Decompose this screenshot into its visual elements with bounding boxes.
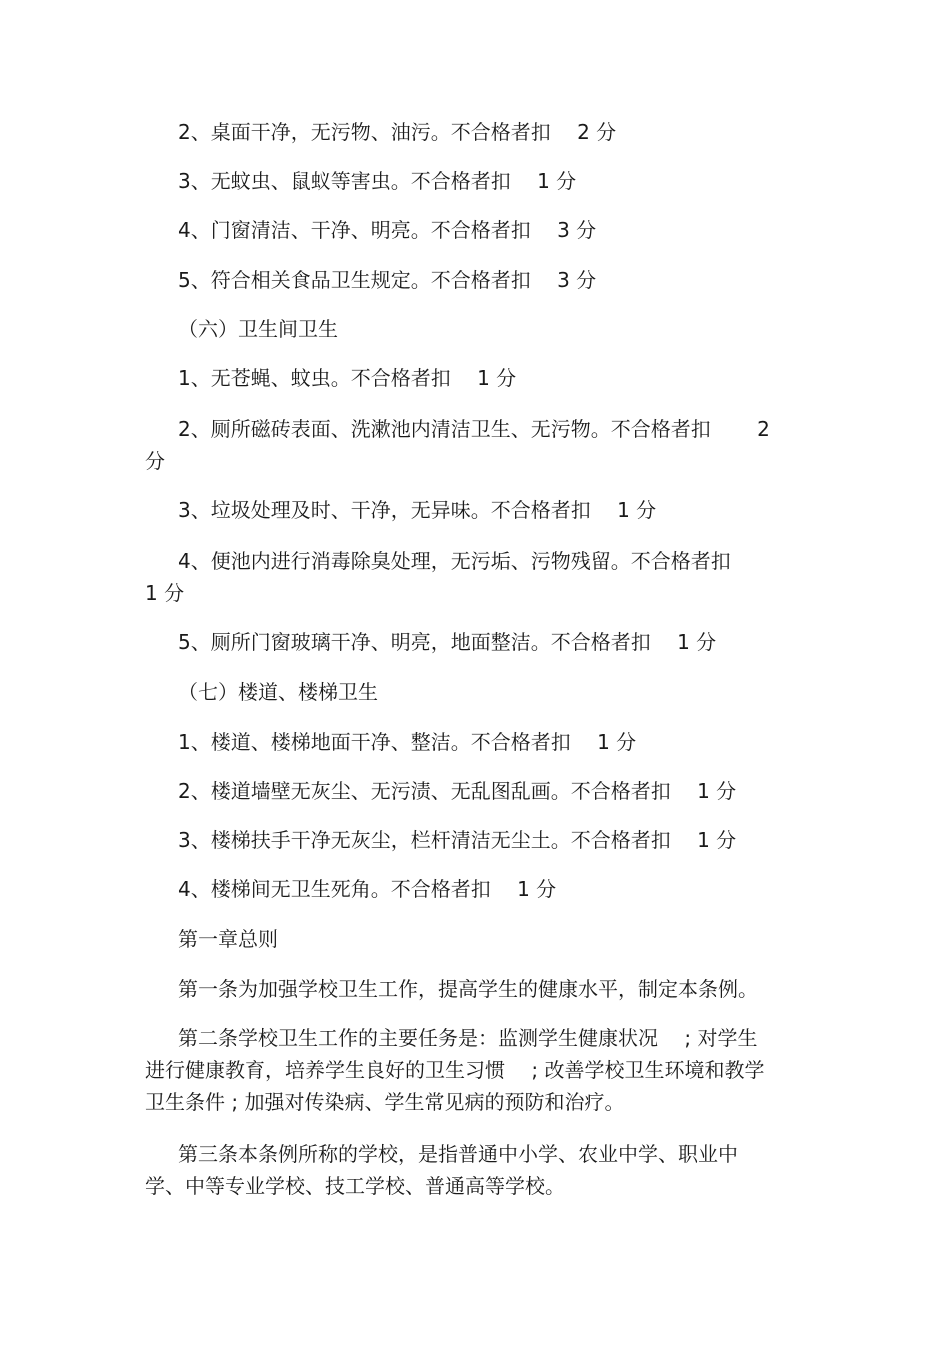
paragraph-line: 第一条为加强学校卫生工作，提高学生的健康水平，制定本条例。 [178, 977, 758, 1001]
paragraph-line: 3、垃圾处理及时、干净，无异味。不合格者扣 1 分 [178, 498, 657, 522]
paragraph-line: 4、便池内进行消毒除臭处理，无污垢、污物残留。不合格者扣 [178, 549, 731, 573]
paragraph-line: 3、无蚊虫、鼠蚁等害虫。不合格者扣 1 分 [178, 169, 577, 193]
paragraph-line: 卫生条件 ; 加强对传染病、学生常见病的预防和治疗。 [145, 1090, 625, 1114]
paragraph-line: （六）卫生间卫生 [178, 317, 338, 341]
paragraph-line: 分 [145, 449, 165, 473]
paragraph [145, 626, 795, 658]
paragraph-line: 2、楼道墙壁无灰尘、无污渍、无乱图乱画。不合格者扣 1 分 [178, 779, 737, 803]
paragraph [145, 264, 795, 296]
article-paragraph [145, 973, 795, 1005]
paragraph [145, 165, 795, 197]
paragraph-line: 3、楼梯扶手干净无灰尘，栏杆清洁无尘土。不合格者扣 1 分 [178, 828, 737, 852]
section-heading [145, 313, 795, 345]
paragraph [145, 545, 795, 609]
paragraph-line: 进行健康教育，培养学生良好的卫生习惯 ; 改善学校卫生环境和教学 [145, 1058, 765, 1082]
paragraph-line: 第一章总则 [178, 927, 278, 951]
paragraph-line: （七）楼道、楼梯卫生 [178, 680, 378, 704]
paragraph [145, 214, 795, 246]
paragraph [145, 726, 795, 758]
section-heading [145, 676, 795, 708]
paragraph-line: 1 分 [145, 581, 185, 605]
paragraph [145, 775, 795, 807]
paragraph-line: 4、门窗清洁、干净、明亮。不合格者扣 3 分 [178, 218, 597, 242]
paragraph-line: 第二条学校卫生工作的主要任务是：监测学生健康状况 ; 对学生 [178, 1026, 758, 1050]
paragraph-line: 学、中等专业学校、技工学校、普通高等学校。 [145, 1174, 565, 1198]
paragraph-line: 5、厕所门窗玻璃干净、明亮，地面整洁。不合格者扣 1 分 [178, 630, 717, 654]
paragraph-line: 4、楼梯间无卫生死角。不合格者扣 1 分 [178, 877, 557, 901]
article-paragraph [145, 1138, 795, 1202]
paragraph [145, 362, 795, 394]
paragraph-line: 2、桌面干净，无污物、油污。不合格者扣 2 分 [178, 120, 617, 144]
article-paragraph [145, 1022, 795, 1118]
paragraph-line: 1、楼道、楼梯地面干净、整洁。不合格者扣 1 分 [178, 730, 637, 754]
paragraph [145, 413, 795, 477]
paragraph [145, 116, 795, 148]
paragraph [145, 494, 795, 526]
paragraph-line: 5、符合相关食品卫生规定。不合格者扣 3 分 [178, 268, 597, 292]
paragraph-line: 1、无苍蝇、蚊虫。不合格者扣 1 分 [178, 366, 517, 390]
chapter-heading [145, 923, 795, 955]
paragraph [145, 824, 795, 856]
paragraph [145, 873, 795, 905]
paragraph-line: 第三条本条例所称的学校，是指普通中小学、农业中学、职业中 [178, 1142, 738, 1166]
paragraph-line: 2、厕所磁砖表面、洗漱池内清洁卫生、无污物。不合格者扣 2 [178, 417, 770, 441]
